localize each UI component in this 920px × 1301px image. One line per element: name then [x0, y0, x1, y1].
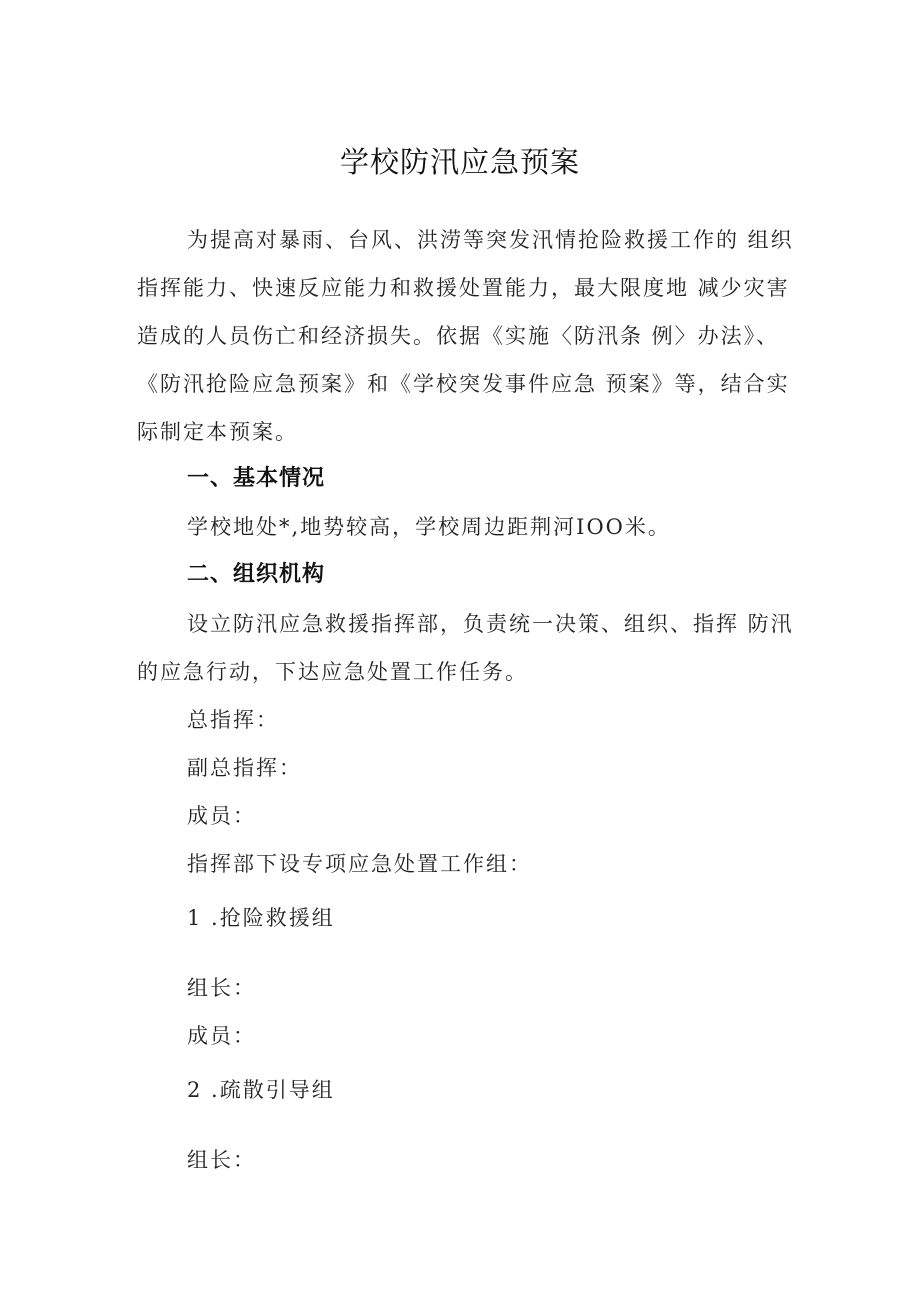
- organization-paragraph: 设立防汛应急救援指挥部，负责统一决策、组织、指挥 防汛的应急行动，下达应急处置工作任务。: [137, 612, 794, 684]
- members-label: 成员：: [187, 804, 256, 828]
- basic-info-text: 学校地处*,地势较高，学校周边距荆河IOO米。: [187, 515, 671, 539]
- group2-leader-label: 组长：: [187, 1148, 256, 1172]
- section-heading-organization: 二、组织机构: [187, 562, 326, 587]
- chief-commander-label: 总指挥：: [187, 708, 279, 732]
- intro-paragraph: 为提高对暴雨、台风、洪涝等突发汛情抢险救援工作的 组织指挥能力、快速反应能力和救援处置能力，最大限度地 减少灾害造成的人员伤亡和经济损失。依据《实施〈防汛条 例〉办法》、《防汛抢险应急预案》和《学校突发事件应急 预案》等，结合实际制定本预案。: [137, 228, 794, 444]
- document-title: 学校防汛应急预案: [339, 145, 580, 179]
- deputy-commander-label: 副总指挥：: [187, 756, 302, 780]
- group1-members-label: 成员：: [187, 1024, 256, 1048]
- section-heading-basic-info: 一、基本情况: [187, 466, 326, 491]
- group2-title: 2 .疏散引导组: [187, 1078, 335, 1102]
- group1-leader-label: 组长：: [187, 976, 256, 1000]
- working-groups-intro: 指挥部下设专项应急处置工作组：: [187, 852, 532, 876]
- group1-title: 1 .抢险救援组: [187, 906, 335, 930]
